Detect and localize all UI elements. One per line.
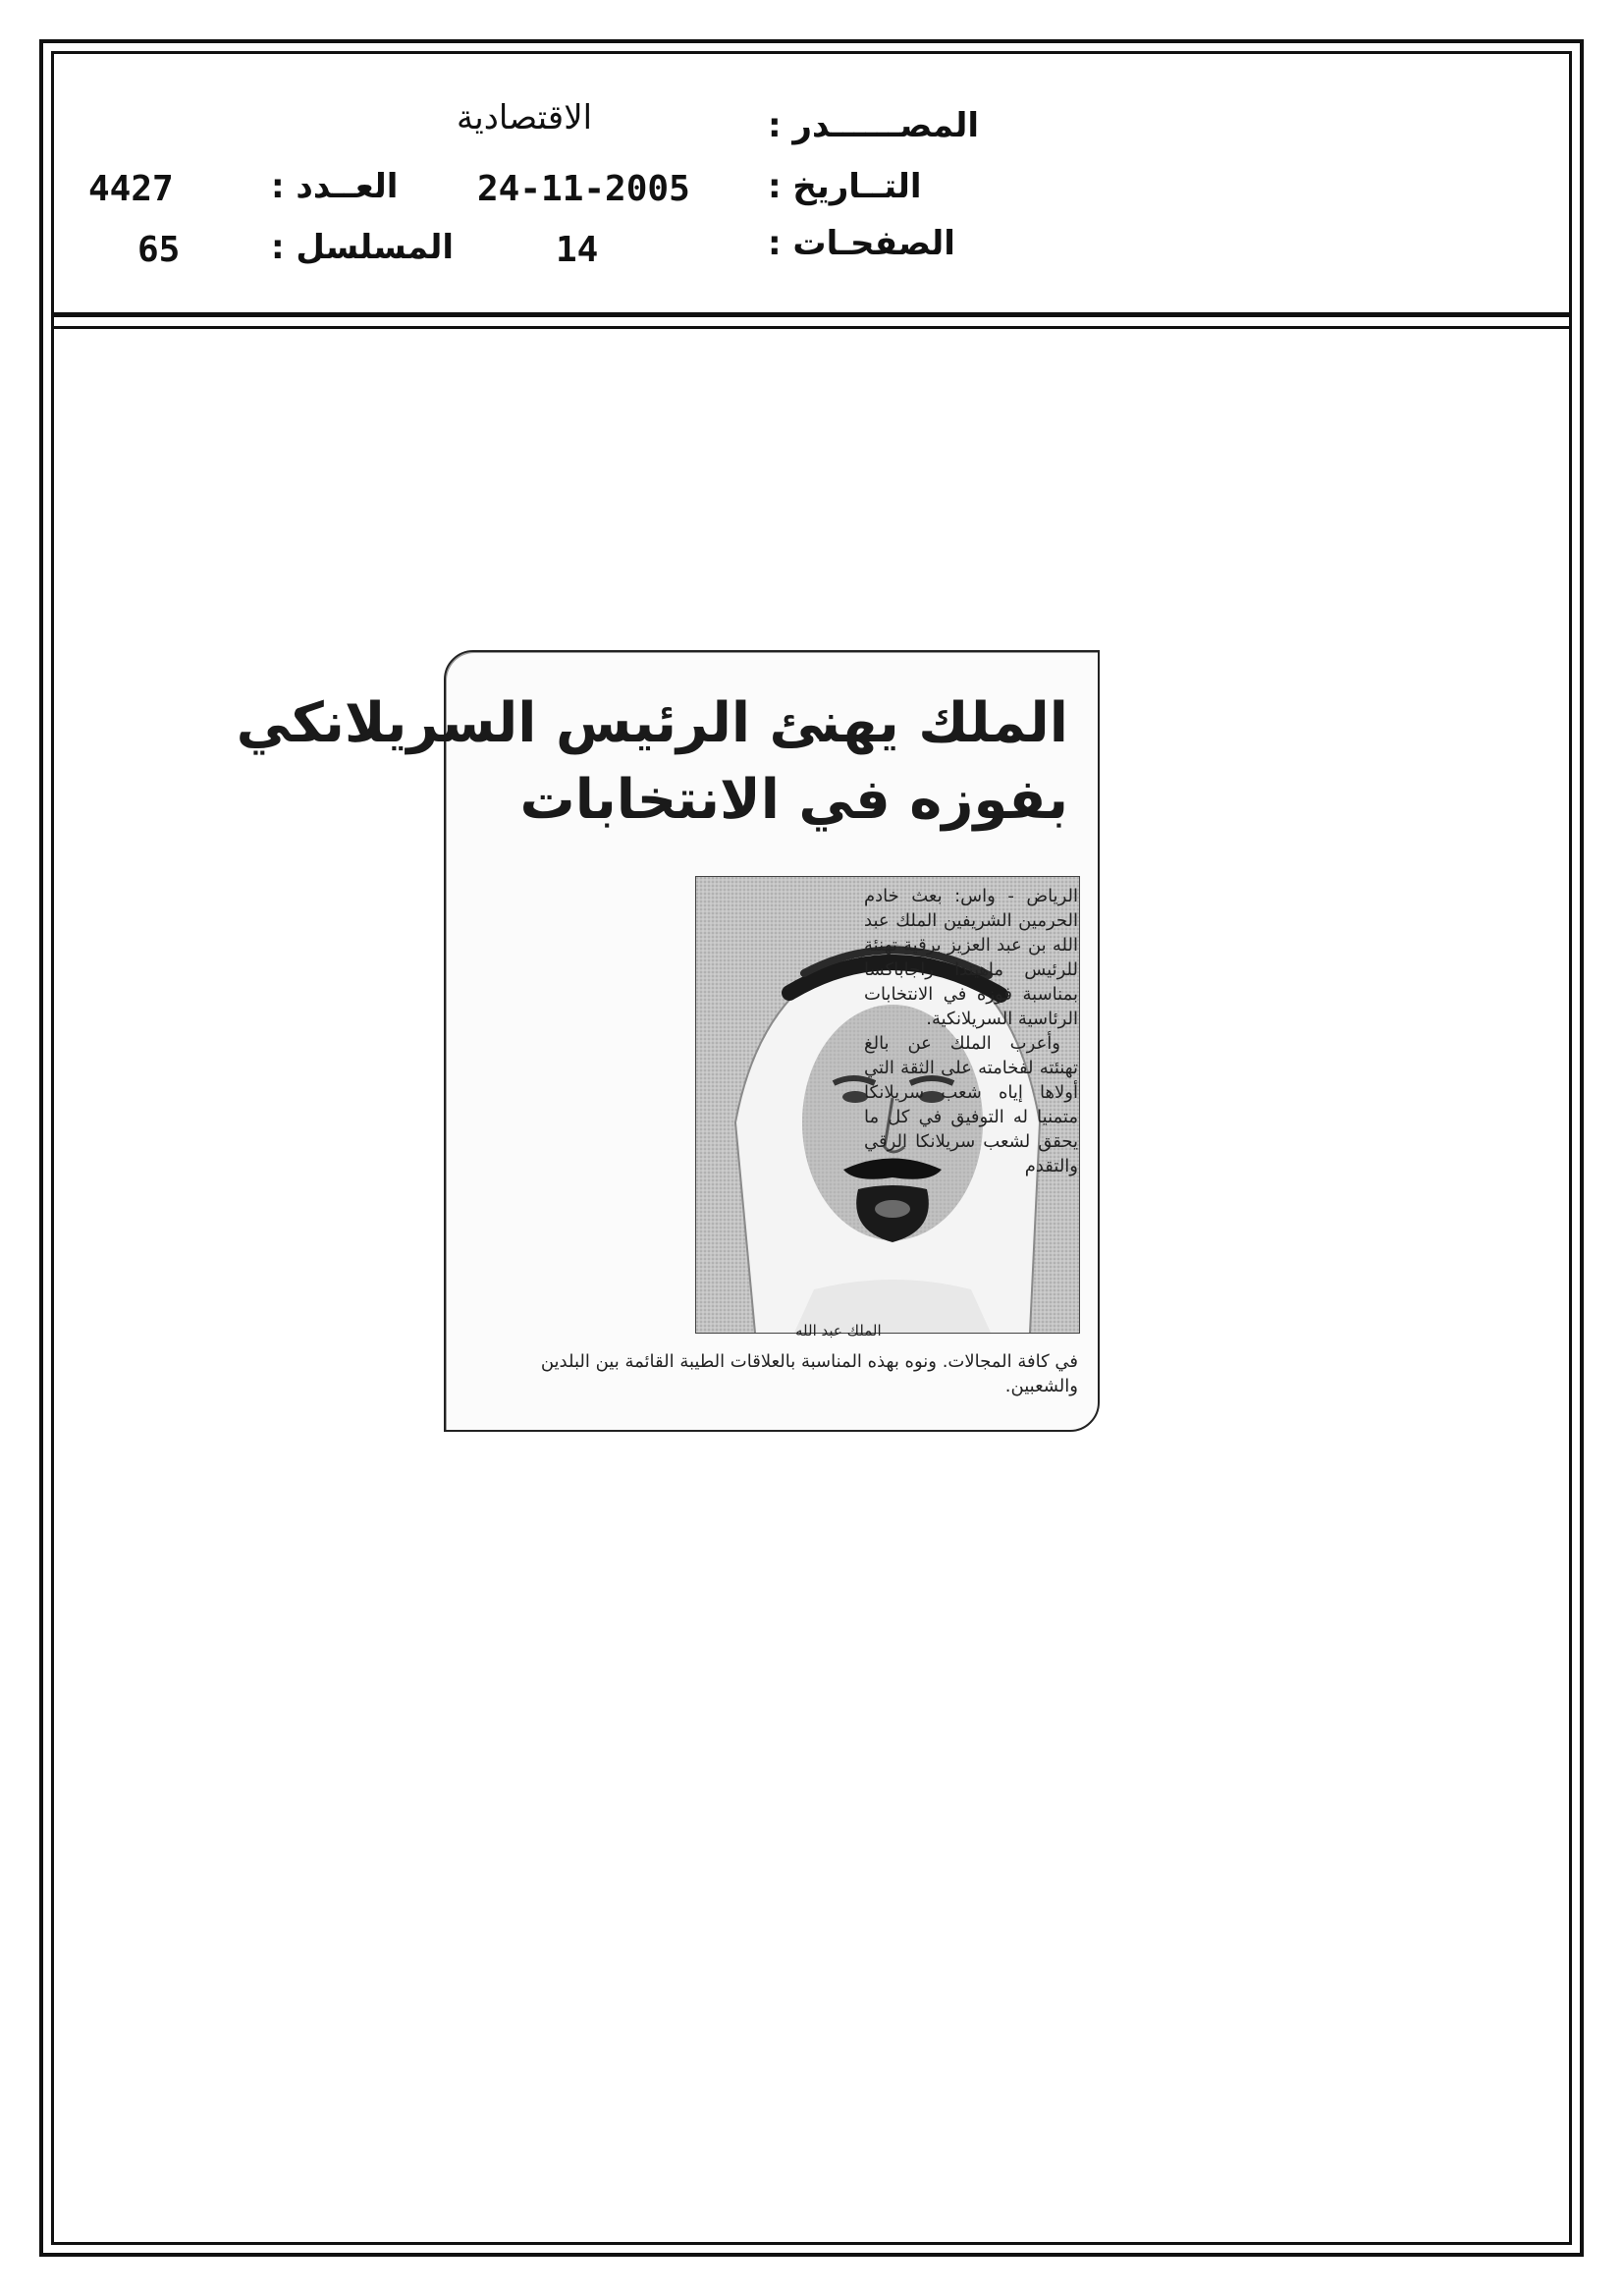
headline-line-1: الملك يهنئ الرئيس السريلانكي (236, 691, 1068, 755)
serial-value: 65 (137, 230, 181, 270)
header-divider-thin (51, 326, 1572, 329)
photo-caption: الملك عبد الله (795, 1322, 882, 1339)
header-divider (51, 312, 1572, 317)
pages-value: 14 (556, 230, 599, 270)
article-body-column (864, 884, 1078, 1178)
source-label: المصــــــدر : (768, 106, 980, 145)
serial-label: المسلسل : (271, 228, 455, 267)
issue-value: 4427 (88, 169, 174, 209)
article-paragraph-tail: في كافة المجالات. ونوه بهذه المناسبة بالعلاقات الطيبة القائمة بين البلدين والشعبين. (540, 1351, 1078, 1396)
issue-label: العــدد : (271, 167, 399, 206)
newspaper-clipping (236, 650, 1100, 1432)
source-value: الاقتصادية (457, 98, 593, 137)
article-paragraph-2: وأعرب الملك عن بالغ تهنئته لفخامته على الثقة التي أولاها إياه شعب سريلانكا متمنيا له التوفيق في كل ما يحقق لشعب سريلانكا الرقي والتقدم (864, 1033, 1078, 1176)
article-paragraph-1: الرياض - واس: بعث خادم الحرمين الشريفين الملك عبد الله بن عبد العزيز برقية تهنئة للرئيس ماهيندا راجاباكسا بمناسبة فوزه في الانتخابات الرئاسية السريلانكية. (864, 886, 1078, 1029)
date-value: 24-11-2005 (477, 169, 690, 209)
date-label: التــاريخ : (768, 167, 922, 206)
pages-label: الصفحـات : (768, 224, 955, 263)
headline-line-2: بفوزه في الانتخابات (519, 768, 1068, 832)
